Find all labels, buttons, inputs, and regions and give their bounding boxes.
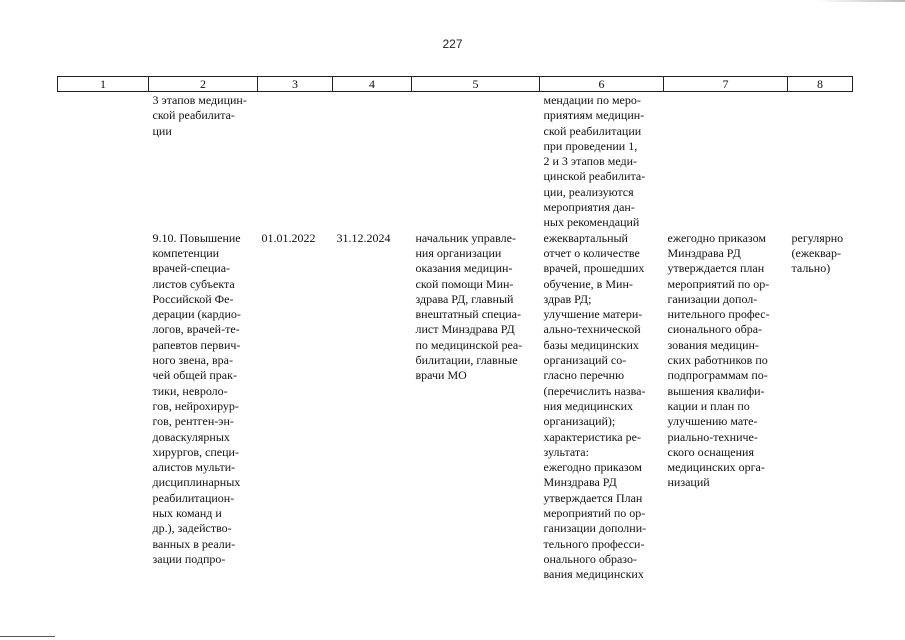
cell-end-date	[333, 92, 412, 231]
table-row	[58, 231, 853, 583]
cell-frequency	[788, 92, 853, 231]
cell-frequency: регулярно (ежеквар- тально)	[791, 230, 844, 276]
col-header-6: 6	[540, 77, 664, 92]
cell-start-date: 01.01.2022	[261, 230, 316, 245]
cell-number	[58, 92, 149, 231]
cell-responsible: начальник управле- ния организации оказания медицин- ской помощи Мин- здрава РД, главный внештатный специа- лист Минздрава РД по медицинской реа- билитации, главные врачи МО	[415, 230, 523, 383]
page-number: 227	[442, 37, 463, 51]
col-header-7: 7	[664, 77, 788, 92]
cell-document	[664, 92, 788, 231]
header-row	[58, 77, 853, 92]
col-header-8: 8	[788, 77, 853, 92]
cell-measure: 3 этапов медицин- ской реабилита- ции	[152, 93, 247, 138]
cell-number	[58, 231, 149, 583]
col-header-1: 1	[58, 77, 149, 92]
col-header-4: 4	[333, 77, 412, 92]
col-header-5: 5	[412, 77, 540, 92]
scan-artifact-top	[815, 0, 905, 2]
col-header-3: 3	[258, 77, 333, 92]
cell-measure: 9.10. Повышение компетенции врачей-специа- листов субъекта Российской Фе- дерации (кардио- логов, врачей-те- рапевтов первич- ного звена, вра- чей общей прак- тики, невроло- гов, нейрохирур- гов, рентген-эн- доваскулярных хирургов, специ- алистов мульти- дисциплинарных реабилитацион- ных команд и др.), задейство- ванных в реали- зации подпро-	[152, 230, 241, 566]
table-row	[58, 92, 853, 231]
measures-table	[57, 76, 853, 583]
cell-end-date: 31.12.2024	[336, 230, 391, 245]
scan-artifact-bottom	[0, 636, 55, 637]
cell-responsible	[412, 92, 540, 231]
cell-start-date	[258, 92, 333, 231]
cell-result: ежеквартальный отчет о количестве врачей, прошедших обучение, в Мин- здрав РД; улучшение матери- ально-технической базы медицинских организаций со- гласно перечню (перечислить назва- ния медицинских организаций); характеристика ре- зультата: ежегодно приказом Минздрава РД утверждается План мероприятий по ор- ганизации дополни- тельного професси- онального образо- вания медицинских	[543, 230, 647, 582]
col-header-2: 2	[149, 77, 258, 92]
cell-document: ежегодно приказом Минздрава РД утверждается план мероприятий по ор- ганизации допол- нительного профес- сионального обра- зования медицин- ских работников по подпрограммам по- вышения квалифи- кации и план по улучшению мате- риально-техниче- ского оснащения медицинских орга- низаций	[667, 230, 770, 490]
cell-result: мендации по меро- приятиям медицин- ской реабилитации при проведении 1, 2 и 3 этапов меди- цинской реабилита- ции, реализуются мероприятия дан- ных рекомендаций	[543, 93, 646, 230]
